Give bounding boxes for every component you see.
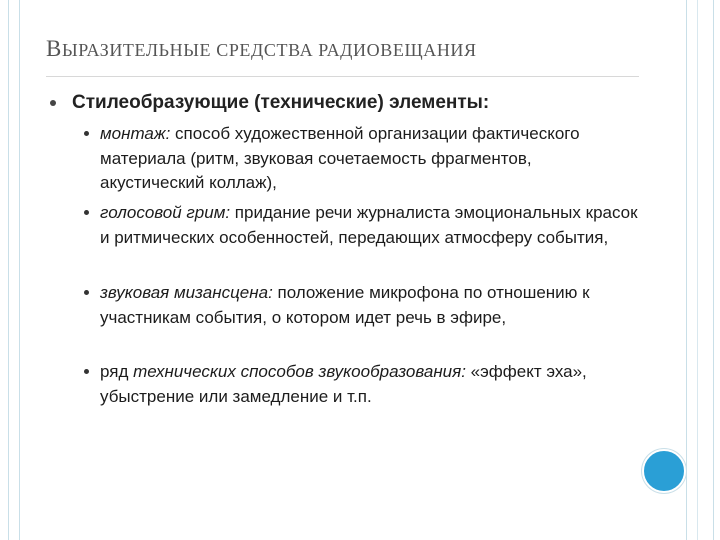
sub-bullet-prefix: ряд	[100, 362, 134, 381]
bullet-icon	[84, 290, 89, 295]
decorative-circle-icon	[642, 449, 686, 493]
sub-bullet-description: положение микрофона по отношению к участникам события, о котором идет речь в эфире,	[100, 283, 590, 327]
title-divider	[46, 76, 639, 77]
sub-bullet-term: технических способов звукообразования:	[133, 362, 466, 381]
sub-bullet-text	[100, 281, 640, 330]
sub-bullet-text	[100, 122, 640, 196]
sub-bullet-description: способ художественной организации фактического материала (ритм, звуковая сочетаемость фрагментов, акустический коллаж),	[100, 124, 580, 192]
sub-bullet-term: голосовой грим:	[100, 203, 231, 222]
left-frame-decoration	[8, 0, 20, 540]
sub-bullet-description: придание речи журналиста эмоциональных красок и ритмических особенностей, передающих атмосферу события,	[100, 203, 638, 247]
slide-title: ВЫРАЗИТЕЛЬНЫЕ СРЕДСТВА РАДИОВЕЩАНИЯ	[46, 36, 477, 61]
bullet-icon	[84, 210, 89, 215]
main-bullet-label: Стилеобразующие (технические) элементы:	[72, 92, 490, 113]
sub-bullet-term: звуковая мизансцена:	[100, 283, 273, 302]
sub-bullet-text	[100, 201, 640, 250]
bullet-icon	[84, 131, 89, 136]
bullet-icon	[84, 369, 89, 374]
sub-bullet-text	[100, 360, 640, 409]
right-frame-decoration	[686, 0, 714, 540]
sub-bullet-description: «эффект эха», убыстрение или замедление и т.п.	[100, 362, 587, 406]
right-frame-inner-line	[697, 0, 698, 540]
sub-bullet-term: монтаж:	[100, 124, 171, 143]
bullet-icon	[50, 100, 56, 106]
